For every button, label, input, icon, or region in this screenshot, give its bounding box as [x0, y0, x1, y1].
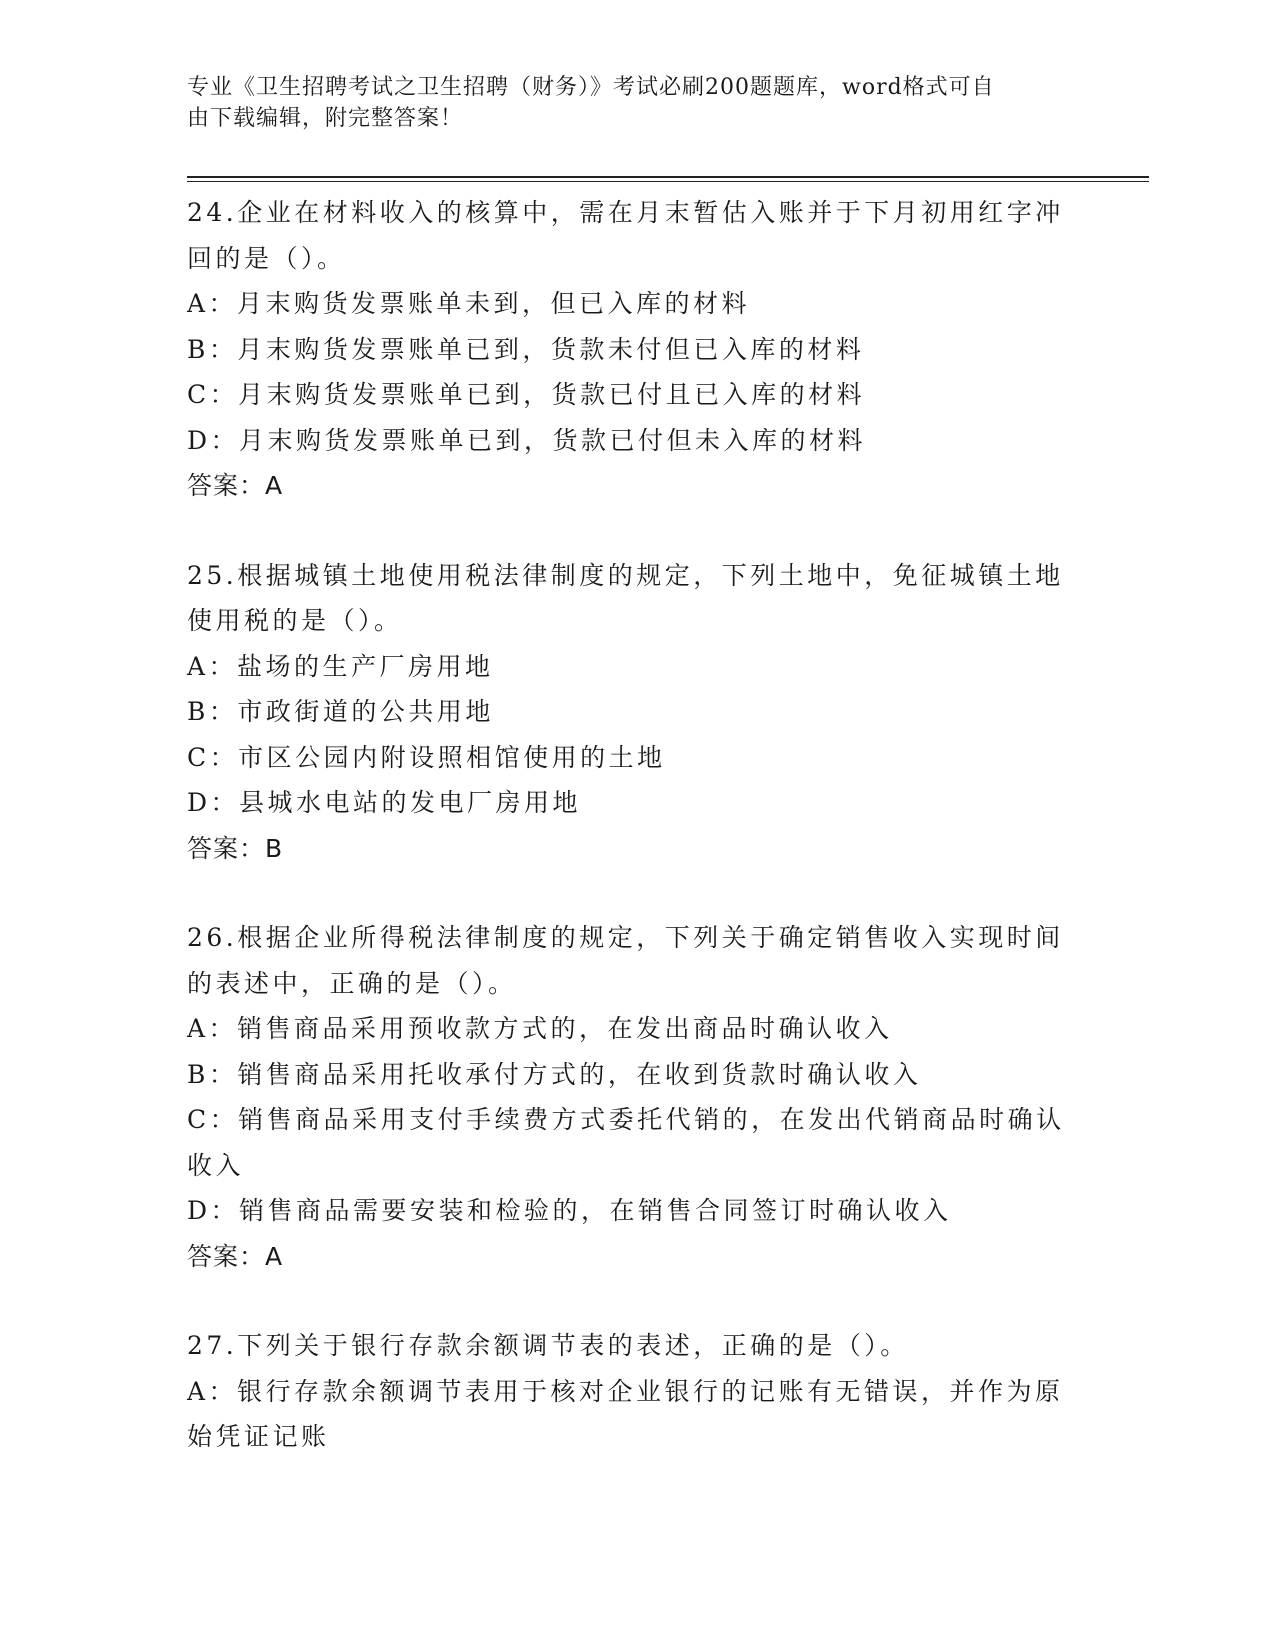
question-stem-line: 27.下列关于银行存款余额调节表的表述，正确的是（）。: [187, 1331, 909, 1360]
header-divider-thin: [187, 181, 1149, 182]
answer-option-line: 始凭证记账: [187, 1422, 330, 1451]
answer-option-line: C：市区公园内附设照相馆使用的土地: [187, 742, 666, 772]
answer-option-line: B：月末购货发票账单已到，货款未付但已入库的材料: [187, 334, 865, 364]
answer-option-line: D：县城水电站的发电厂房用地: [187, 788, 582, 817]
answer-option-line: C：月末购货发票账单已到，货款已付且已入库的材料: [187, 380, 866, 409]
question-spacer: [187, 871, 1077, 915]
answer-key: 答案：A: [187, 471, 284, 500]
answer-option-line: B：市政街道的公共用地: [187, 697, 494, 726]
question-stem-line: 的表述中，正确的是（）。: [187, 968, 517, 998]
answer-key: 答案：A: [187, 1241, 284, 1271]
question-stem-line: 回的是（）。: [187, 243, 346, 273]
document-header: [187, 72, 1067, 134]
header-divider-thick: [187, 176, 1149, 178]
header-line-1: 专业《卫生招聘考试之卫生招聘（财务）》考试必刷200题题库，word格式可自: [187, 75, 995, 100]
question-list: [187, 190, 1077, 1460]
answer-key: 答案：B: [187, 833, 284, 863]
question-item: [187, 553, 1077, 872]
answer-option-line: A：银行存款余额调节表用于核对企业银行的记账有无错误，并作为原: [187, 1376, 1064, 1406]
question-spacer: [187, 1279, 1077, 1323]
question-stem-line: 25.根据城镇土地使用税法律制度的规定，下列土地中，免征城镇土地: [187, 560, 1064, 590]
question-stem-line: 使用税的是（）。: [187, 606, 403, 635]
answer-option-line: A：销售商品采用预收款方式的，在发出商品时确认收入: [187, 1014, 893, 1043]
answer-option-line: B：销售商品采用托收承付方式的，在收到货款时确认收入: [187, 1059, 922, 1089]
answer-option-line: 收入: [187, 1150, 245, 1180]
answer-option-line: D：月末购货发票账单已到，货款已付但未入库的材料: [187, 425, 867, 455]
answer-option-line: D：销售商品需要安装和检验的，在销售合同签订时确认收入: [187, 1196, 952, 1225]
answer-option-line: A：月末购货发票账单未到，但已入库的材料: [187, 289, 751, 318]
question-stem-line: 24.企业在材料收入的核算中，需在月末暂估入账并于下月初用红字冲: [187, 198, 1064, 227]
question-item: [187, 915, 1077, 1279]
question-spacer: [187, 509, 1077, 553]
question-item: [187, 1323, 1077, 1460]
question-stem-line: 26.根据企业所得税法律制度的规定，下列关于确定销售收入实现时间: [187, 923, 1064, 952]
header-line-2: 由下载编辑，附完整答案！: [187, 106, 464, 131]
answer-option-line: A：盐场的生产厂房用地: [187, 651, 494, 681]
answer-option-line: C：销售商品采用支付手续费方式委托代销的，在发出代销商品时确认: [187, 1105, 1065, 1134]
question-item: [187, 190, 1077, 509]
